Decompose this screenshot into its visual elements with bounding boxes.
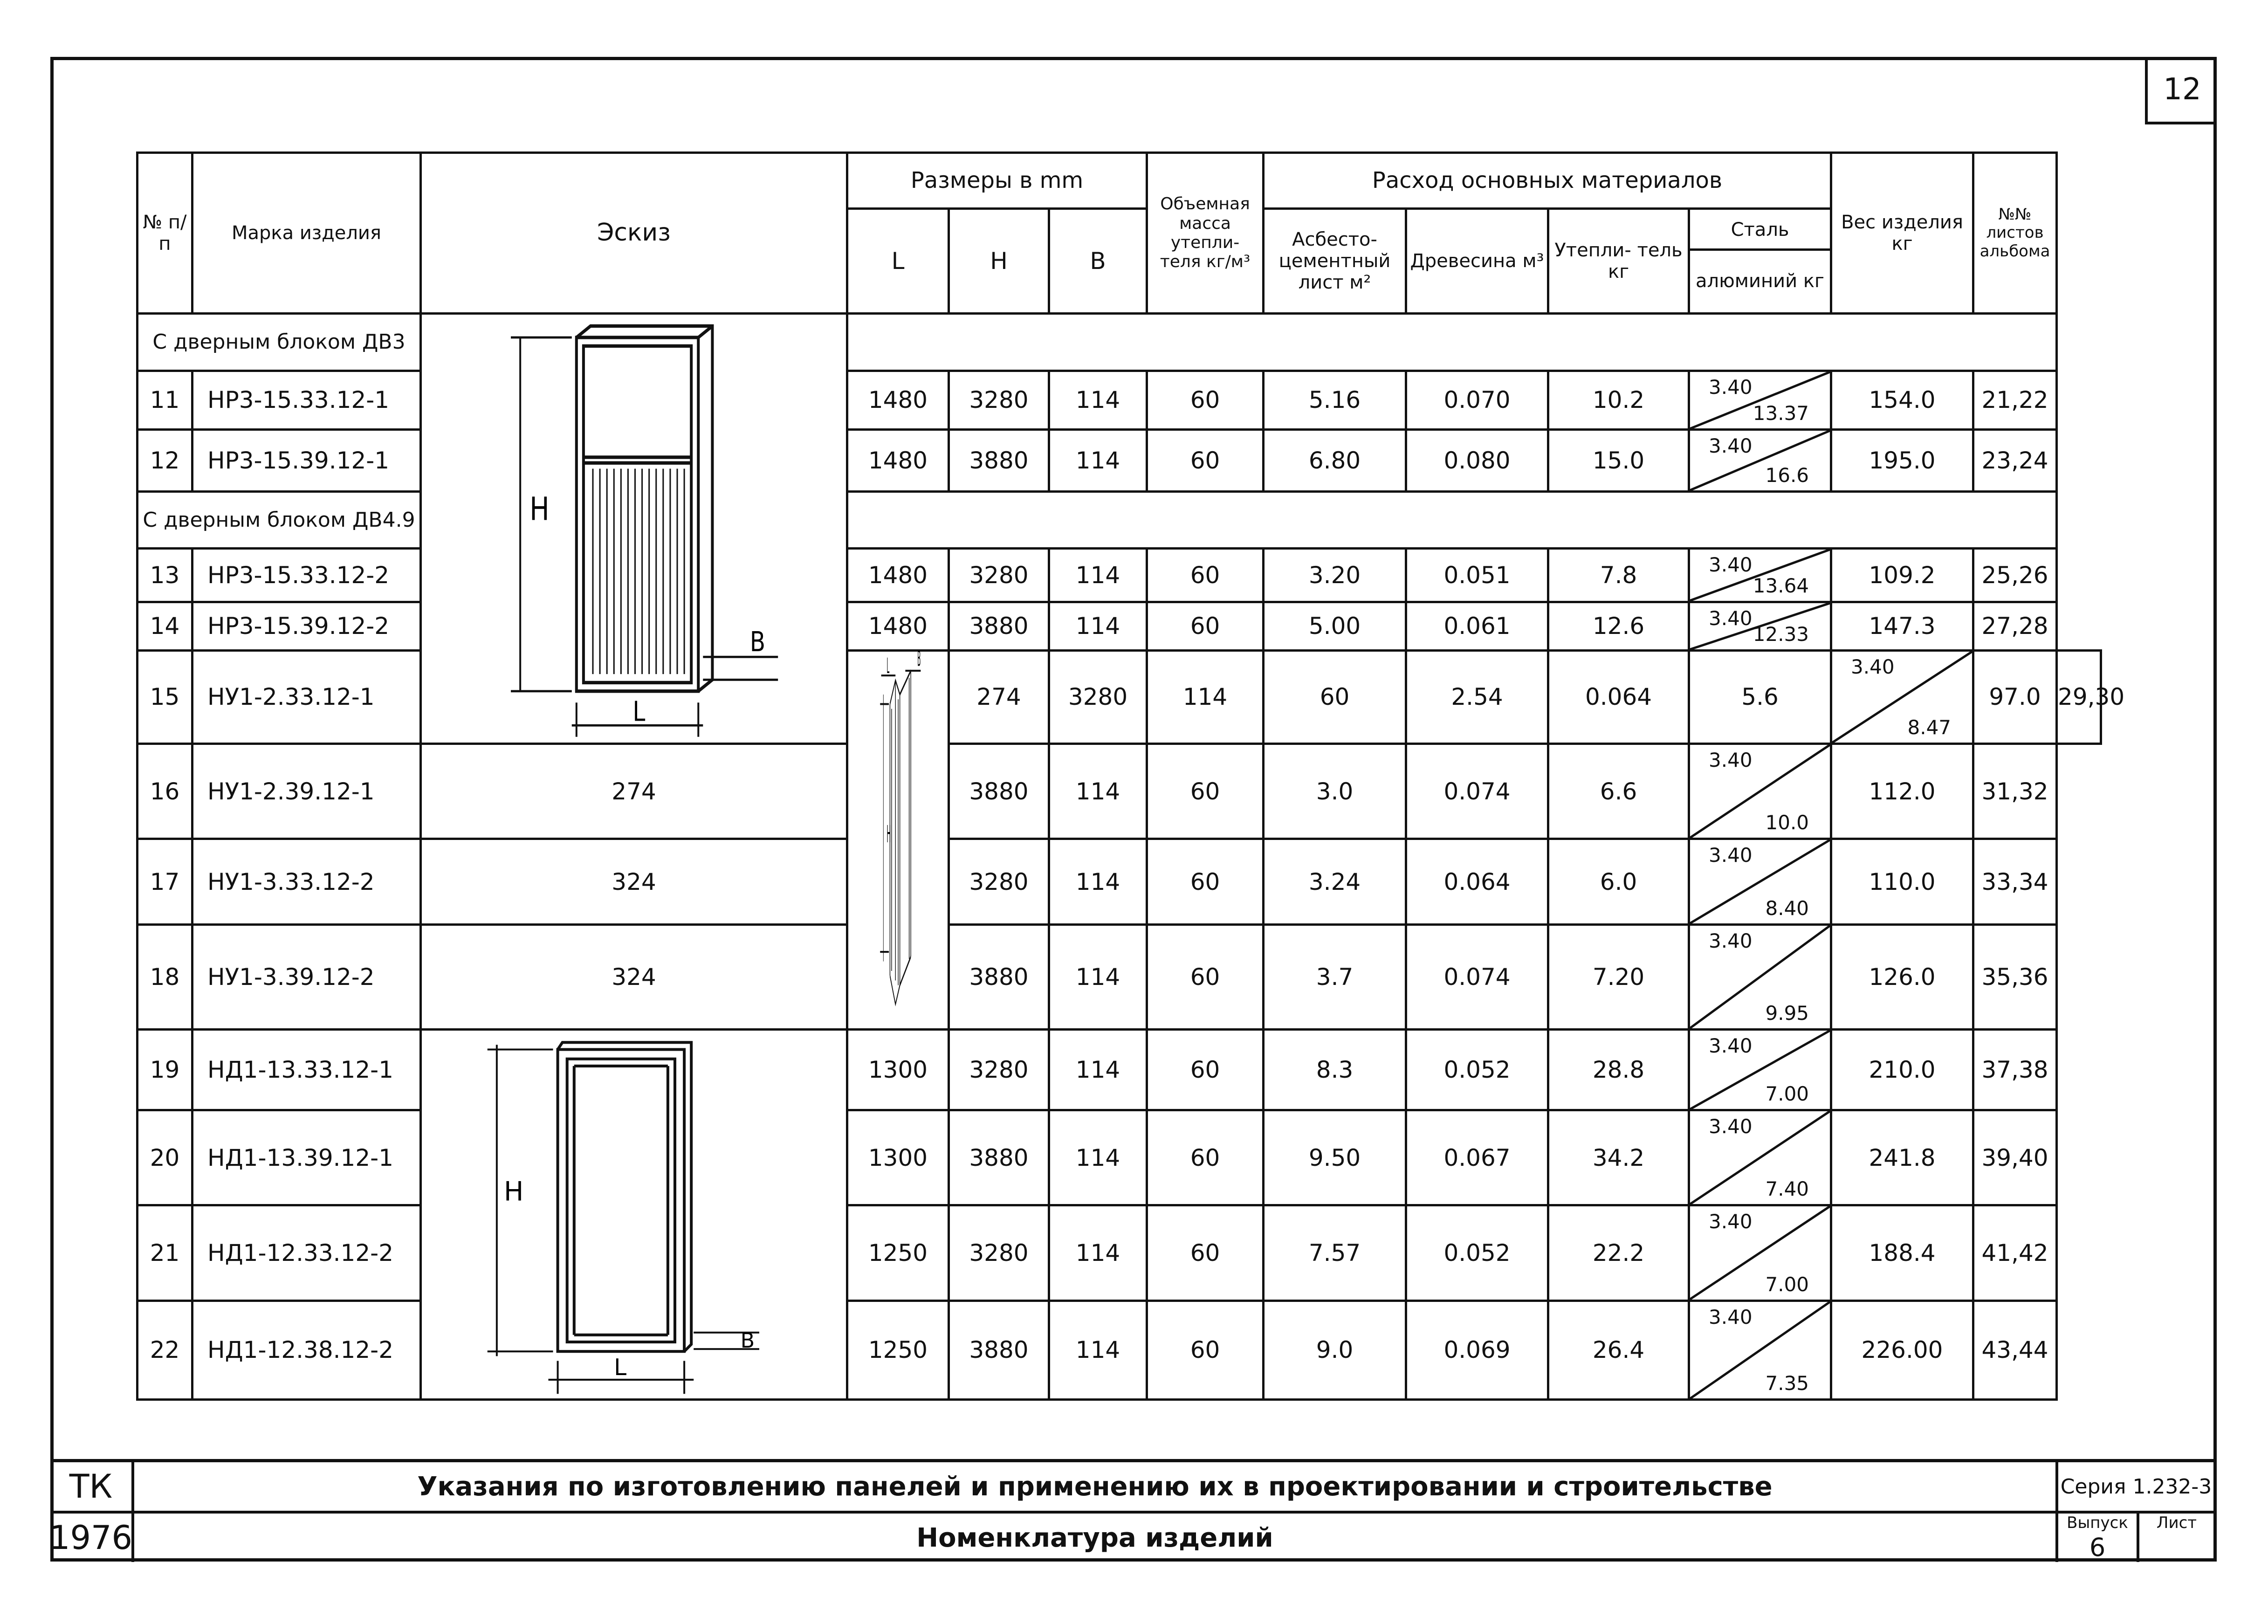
row-l: 1480 (847, 549, 949, 602)
row-b: 114 (1049, 430, 1147, 492)
row-weight: 110.0 (1831, 839, 1973, 925)
row-sheets: 27,28 (1973, 602, 2057, 650)
label-h: H (529, 490, 550, 528)
label-l: L (887, 654, 890, 678)
row-mark: НУ1-2.39.12-1 (192, 744, 421, 839)
row-wood: 0.064 (1548, 650, 1689, 743)
header-num: № п/п (137, 153, 192, 314)
row-l: 274 (949, 650, 1049, 743)
label-l: L (614, 1354, 627, 1381)
steel-value: 3.40 (1709, 929, 1753, 952)
corner-panel-drawing (890, 671, 911, 1005)
aluminum-value: 13.37 (1753, 402, 1809, 425)
label-b: B (917, 647, 921, 671)
table-row (137, 924, 2101, 1029)
row-mark: НД1-12.33.12-2 (192, 1205, 421, 1301)
aluminum-value: 10.0 (1765, 811, 1809, 834)
steel-value: 3.40 (1709, 606, 1753, 630)
row-steel-alu (1689, 924, 1831, 1029)
row-density: 60 (1147, 839, 1264, 925)
row-insulation: 7.8 (1548, 549, 1689, 602)
row-insulation: 5.6 (1689, 650, 1831, 743)
row-b: 114 (1049, 924, 1147, 1029)
row-num: 15 (137, 650, 192, 743)
wall-panel-inner (567, 1059, 675, 1342)
wall-panel-outline (558, 1049, 684, 1351)
row-asbestos: 3.20 (1264, 549, 1406, 602)
row-sheets: 37,38 (1973, 1029, 2057, 1110)
sketch-corner-panel (847, 647, 949, 1029)
row-l: 1480 (847, 430, 949, 492)
row-steel-alu (1689, 602, 1831, 650)
row-asbestos: 9.0 (1264, 1301, 1406, 1399)
row-density: 60 (1147, 1301, 1264, 1399)
door-panel-hatching (593, 469, 684, 674)
row-insulation: 10.2 (1548, 371, 1689, 430)
row-h: 3280 (1049, 650, 1147, 743)
row-wood: 0.064 (1406, 839, 1548, 925)
row-insulation: 28.8 (1548, 1029, 1689, 1110)
row-density: 60 (1147, 430, 1264, 492)
steel-value: 3.40 (1709, 1305, 1753, 1328)
row-wood: 0.052 (1406, 1205, 1548, 1301)
row-num: 16 (137, 744, 192, 839)
row-b: 114 (1049, 371, 1147, 430)
group-spacer (847, 314, 2057, 371)
row-b: 114 (1049, 1110, 1147, 1205)
header-weight: Вес изделия кг (1831, 153, 1973, 314)
row-density: 60 (1147, 371, 1264, 430)
row-h: 3880 (949, 924, 1049, 1029)
group-label: С дверным блоком ДВ3 (137, 314, 421, 371)
sheet-number: 12 (2145, 57, 2217, 124)
panel-outline (577, 337, 698, 691)
row-weight: 109.2 (1831, 549, 1973, 602)
row-h: 3880 (949, 744, 1049, 839)
row-b: 114 (1049, 1301, 1147, 1399)
row-density: 60 (1147, 549, 1264, 602)
steel-value: 3.40 (1709, 434, 1753, 458)
row-weight: 154.0 (1831, 371, 1973, 430)
door-panel-drawing (577, 326, 713, 691)
row-h: 3280 (949, 549, 1049, 602)
row-steel-alu (1831, 650, 1973, 743)
header-sketch: Эскиз (421, 153, 847, 314)
row-steel-alu (1689, 549, 1831, 602)
row-asbestos: 6.80 (1264, 430, 1406, 492)
header-sheets: №№ листов альбома (1973, 153, 2057, 314)
row-sheets: 23,24 (1973, 430, 2057, 492)
row-mark: НУ1-3.33.12-2 (192, 839, 421, 925)
row-num: 12 (137, 430, 192, 492)
row-insulation: 26.4 (1548, 1301, 1689, 1399)
header-asbestos: Асбесто- цементный лист м² (1264, 209, 1406, 314)
row-weight: 97.0 (1973, 650, 2057, 743)
row-wood: 0.074 (1406, 924, 1548, 1029)
door-panel-dimensions (511, 337, 778, 737)
row-h: 3280 (949, 371, 1049, 430)
row-sheets: 35,36 (1973, 924, 2057, 1029)
row-l: 1250 (847, 1301, 949, 1399)
row-density: 60 (1264, 650, 1406, 743)
row-asbestos: 3.7 (1264, 924, 1406, 1029)
row-density: 60 (1147, 744, 1264, 839)
row-b: 114 (1049, 839, 1147, 925)
row-insulation: 34.2 (1548, 1110, 1689, 1205)
title-block-sheet (2139, 1532, 2214, 1562)
row-h: 3880 (949, 430, 1049, 492)
steel-value: 3.40 (1709, 375, 1753, 399)
steel-value: 3.40 (1709, 1034, 1753, 1057)
row-asbestos: 9.50 (1264, 1110, 1406, 1205)
row-num: 22 (137, 1301, 192, 1399)
row-mark: НР3-15.33.12-2 (192, 549, 421, 602)
aluminum-value: 12.33 (1753, 622, 1809, 646)
aluminum-value: 8.40 (1765, 896, 1809, 920)
sketch-door-panel (421, 314, 847, 744)
sketch-wall-panel (421, 1029, 847, 1399)
row-wood: 0.074 (1406, 744, 1548, 839)
row-b: 114 (1049, 744, 1147, 839)
row-num: 13 (137, 549, 192, 602)
row-b: 114 (1147, 650, 1264, 743)
row-steel-alu (1689, 1110, 1831, 1205)
row-mark: НР3-15.39.12-2 (192, 602, 421, 650)
row-wood: 0.051 (1406, 549, 1548, 602)
row-asbestos: 3.24 (1264, 839, 1406, 925)
row-asbestos: 2.54 (1406, 650, 1548, 743)
label-h: H (887, 820, 891, 848)
header-steel: Сталь (1690, 211, 1830, 251)
row-mark: НД1-13.39.12-1 (192, 1110, 421, 1205)
label-h: H (503, 1176, 524, 1207)
row-b: 114 (1049, 602, 1147, 650)
title-block-issue-label: Выпуск (2055, 1514, 2139, 1562)
row-h: 3280 (949, 1205, 1049, 1301)
row-b: 114 (1049, 1029, 1147, 1110)
aluminum-value: 7.00 (1765, 1082, 1809, 1106)
row-insulation: 6.0 (1548, 839, 1689, 925)
title-block-sheet-label: Лист (2156, 1514, 2197, 1532)
row-l: 1300 (847, 1110, 949, 1205)
row-insulation: 6.6 (1548, 744, 1689, 839)
table-row (137, 744, 2101, 839)
group-spacer (847, 491, 2057, 549)
row-l: 274 (421, 744, 847, 839)
header-materials: Расход основных материалов (1264, 153, 1831, 209)
row-steel-alu (1689, 1205, 1831, 1301)
header-steel-alu (1689, 209, 1831, 314)
row-l: 324 (421, 924, 847, 1029)
row-sheets: 33,34 (1973, 839, 2057, 925)
row-l: 324 (421, 839, 847, 925)
row-asbestos: 5.00 (1264, 602, 1406, 650)
row-steel-alu (1689, 1029, 1831, 1110)
steel-value: 3.40 (1851, 655, 1895, 678)
row-mark: НУ1-3.39.12-2 (192, 924, 421, 1029)
title-block-title: Указания по изготовлению панелей и применению их в проектировании и строительстве (134, 1462, 2055, 1514)
steel-value: 3.40 (1709, 1115, 1753, 1138)
row-h: 3280 (949, 839, 1049, 925)
row-sheets: 31,32 (1973, 744, 2057, 839)
row-h: 3880 (949, 1301, 1049, 1399)
row-b: 114 (1049, 1205, 1147, 1301)
title-block-tk: ТК (50, 1462, 134, 1514)
row-num: 17 (137, 839, 192, 925)
table-row (137, 839, 2101, 925)
row-mark: НД1-13.33.12-1 (192, 1029, 421, 1110)
row-insulation: 15.0 (1548, 430, 1689, 492)
row-sheets: 43,44 (1973, 1301, 2057, 1399)
table-row (137, 1029, 2101, 1110)
row-l: 1480 (847, 602, 949, 650)
row-steel-alu (1689, 839, 1831, 925)
row-wood: 0.070 (1406, 371, 1548, 430)
row-num: 21 (137, 1205, 192, 1301)
aluminum-value: 16.6 (1765, 463, 1809, 487)
row-weight: 147.3 (1831, 602, 1973, 650)
row-density: 60 (1147, 1110, 1264, 1205)
row-weight: 126.0 (1831, 924, 1973, 1029)
row-insulation: 22.2 (1548, 1205, 1689, 1301)
row-sheets: 29,30 (2057, 650, 2101, 743)
row-wood: 0.069 (1406, 1301, 1548, 1399)
row-mark: НД1-12.38.12-2 (192, 1301, 421, 1399)
row-steel-alu (1689, 430, 1831, 492)
row-l: 1480 (847, 371, 949, 430)
row-density: 60 (1147, 924, 1264, 1029)
steel-value: 3.40 (1709, 1210, 1753, 1233)
row-asbestos: 7.57 (1264, 1205, 1406, 1301)
corner-panel-dimensions (880, 671, 921, 962)
row-sheets: 41,42 (1973, 1205, 2057, 1301)
row-insulation: 7.20 (1548, 924, 1689, 1029)
aluminum-value: 8.47 (1907, 716, 1952, 739)
group-label: С дверным блоком ДВ4.9 (137, 491, 421, 549)
aluminum-value: 13.64 (1753, 574, 1809, 597)
row-asbestos: 8.3 (1264, 1029, 1406, 1110)
nomenclature-table (136, 151, 2125, 1401)
header-insulation: Утепли- тель кг (1548, 209, 1689, 314)
title-block-year: 1976 (50, 1514, 134, 1562)
row-weight: 241.8 (1831, 1110, 1973, 1205)
wall-panel-drawing (558, 1042, 692, 1351)
header-dim-l: L (847, 209, 949, 314)
title-block-series: Серия 1.232-3 (2055, 1462, 2214, 1514)
header-wood: Древесина м³ (1406, 209, 1548, 314)
row-density: 60 (1147, 602, 1264, 650)
row-steel-alu (1689, 371, 1831, 430)
row-density: 60 (1147, 1205, 1264, 1301)
row-num: 19 (137, 1029, 192, 1110)
row-h: 3880 (949, 1110, 1049, 1205)
row-sheets: 25,26 (1973, 549, 2057, 602)
header-dim-b: B (1049, 209, 1147, 314)
aluminum-value: 9.95 (1765, 1001, 1809, 1025)
steel-value: 3.40 (1709, 749, 1753, 772)
label-l: L (632, 695, 646, 728)
row-num: 14 (137, 602, 192, 650)
row-insulation: 12.6 (1548, 602, 1689, 650)
row-l: 1250 (847, 1205, 949, 1301)
row-num: 20 (137, 1110, 192, 1205)
row-wood: 0.067 (1406, 1110, 1548, 1205)
header-density: Объемная масса утепли- теля кг/м³ (1147, 153, 1264, 314)
header-dims: Размеры в mm (847, 153, 1147, 209)
header-mark: Марка изделия (192, 153, 421, 314)
row-weight: 188.4 (1831, 1205, 1973, 1301)
header-dim-h: H (949, 209, 1049, 314)
title-block-subtitle: Номенклатура изделий (916, 1522, 1273, 1553)
aluminum-value: 7.00 (1765, 1273, 1809, 1296)
row-density: 60 (1147, 1029, 1264, 1110)
row-wood: 0.052 (1406, 1029, 1548, 1110)
row-sheets: 21,22 (1973, 371, 2057, 430)
row-wood: 0.061 (1406, 602, 1548, 650)
label-b: B (740, 1328, 755, 1353)
panel-depth-edge (698, 326, 712, 337)
row-steel-alu (1689, 744, 1831, 839)
row-weight: 226.00 (1831, 1301, 1973, 1399)
row-asbestos: 3.0 (1264, 744, 1406, 839)
steel-value: 3.40 (1709, 553, 1753, 577)
row-steel-alu (1689, 1301, 1831, 1399)
row-mark: НУ1-2.33.12-1 (192, 650, 421, 743)
row-weight: 210.0 (1831, 1029, 1973, 1110)
row-h: 3880 (949, 602, 1049, 650)
row-asbestos: 5.16 (1264, 371, 1406, 430)
steel-value: 3.40 (1709, 844, 1753, 867)
title-block (50, 1459, 2217, 1562)
row-weight: 195.0 (1831, 430, 1973, 492)
row-l: 1300 (847, 1029, 949, 1110)
row-num: 18 (137, 924, 192, 1029)
row-mark: НР3-15.39.12-1 (192, 430, 421, 492)
row-h: 3280 (949, 1029, 1049, 1110)
row-weight: 112.0 (1831, 744, 1973, 839)
title-block-issue: 6 (2089, 1532, 2106, 1562)
row-mark: НР3-15.33.12-1 (192, 371, 421, 430)
aluminum-value: 7.40 (1765, 1177, 1809, 1201)
aluminum-value: 7.35 (1765, 1372, 1809, 1395)
row-sheets: 39,40 (1973, 1110, 2057, 1205)
header-aluminum: алюминий кг (1696, 270, 1825, 292)
row-num: 11 (137, 371, 192, 430)
row-b: 114 (1049, 549, 1147, 602)
row-wood: 0.080 (1406, 430, 1548, 492)
label-b: B (749, 626, 765, 658)
